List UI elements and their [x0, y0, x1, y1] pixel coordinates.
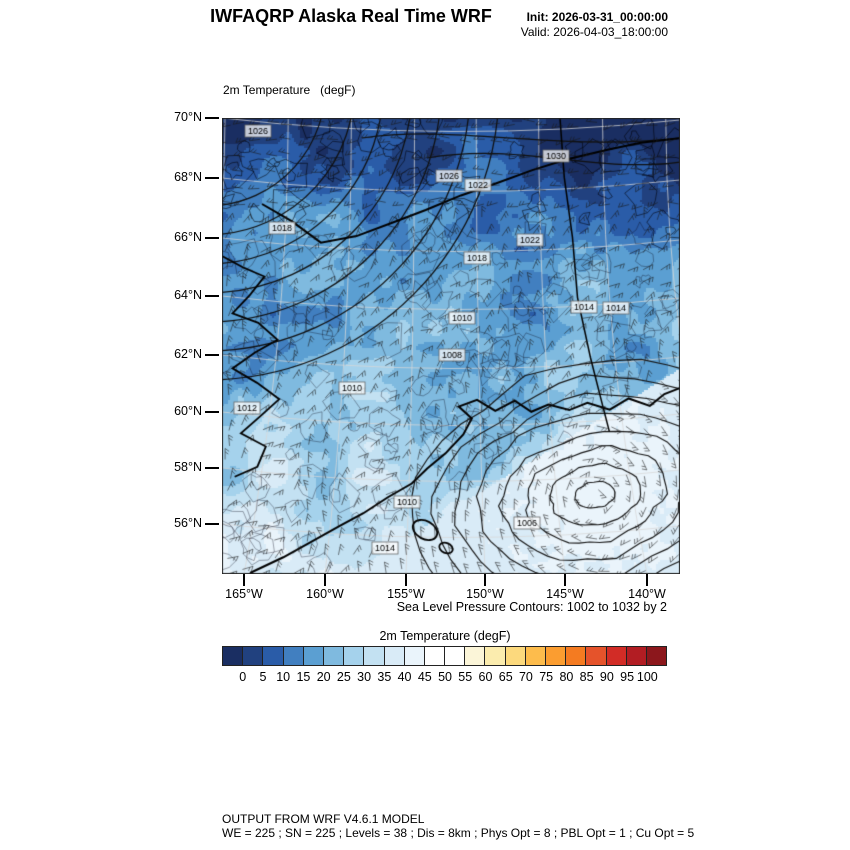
colorbar-tick-label: 70	[518, 670, 533, 684]
colorbar-cell	[405, 647, 425, 665]
x-axis-tick-label: 150°W	[466, 587, 504, 601]
y-axis-tick-label: 70°N	[174, 110, 202, 124]
colorbar-tick-label: 50	[438, 670, 452, 684]
colorbar-tick-label: 30	[357, 670, 372, 684]
colorbar-tick-label: 5	[259, 670, 267, 684]
y-axis-tick-label: 66°N	[174, 230, 202, 244]
colorbar	[222, 646, 667, 666]
footer-model-line: OUTPUT FROM WRF V4.6.1 MODEL	[222, 812, 425, 826]
colorbar-cell	[304, 647, 324, 665]
colorbar-cell	[364, 647, 384, 665]
y-axis-tick	[205, 411, 219, 413]
colorbar-tick-label: 45	[417, 670, 432, 684]
colorbar-tick-label: 10	[276, 670, 291, 684]
y-axis-tick	[205, 295, 219, 297]
y-axis-tick	[205, 117, 219, 119]
colorbar-cell	[506, 647, 526, 665]
colorbar-cell	[526, 647, 546, 665]
colorbar-tick-label: 15	[296, 670, 311, 684]
colorbar-cell	[566, 647, 586, 665]
colorbar-tick-label: 20	[316, 670, 331, 684]
x-axis-tick	[646, 574, 648, 586]
y-axis-tick-label: 68°N	[174, 170, 202, 184]
colorbar-tick-label: 95	[620, 670, 635, 684]
field-legend-temperature: 2m Temperature (degF)	[223, 83, 356, 97]
colorbar-cell	[223, 647, 243, 665]
colorbar-tick-label: 85	[579, 670, 594, 684]
weather-map	[222, 118, 680, 574]
y-axis-tick	[205, 523, 219, 525]
x-axis-tick	[564, 574, 566, 586]
colorbar-cell	[344, 647, 364, 665]
x-axis-tick-label: 160°W	[306, 587, 344, 601]
y-axis-tick	[205, 237, 219, 239]
colorbar-cell	[445, 647, 465, 665]
colorbar-tick-label: 25	[336, 670, 351, 684]
colorbar-tick-label: 35	[377, 670, 392, 684]
x-axis-tick-label: 155°W	[387, 587, 425, 601]
x-axis-tick	[243, 574, 245, 586]
y-axis-tick	[205, 467, 219, 469]
colorbar-cell	[263, 647, 283, 665]
colorbar-cell	[324, 647, 344, 665]
valid-time: Valid: 2026-04-03_18:00:00	[520, 25, 668, 39]
colorbar-tick-label: 0	[239, 670, 247, 684]
colorbar-cell	[586, 647, 606, 665]
footer-config-line: WE = 225 ; SN = 225 ; Levels = 38 ; Dis = 8km ; Phys Opt = 8 ; PBL Opt = 1 ; Cu Opt = 5	[222, 826, 695, 840]
init-time: Init: 2026-03-31_00:00:00	[526, 10, 668, 24]
x-axis-tick	[324, 574, 326, 586]
colorbar-tick-label: 80	[559, 670, 574, 684]
x-axis-tick-label: 145°W	[546, 587, 584, 601]
y-axis-tick-label: 60°N	[174, 404, 202, 418]
y-axis-tick-label: 56°N	[174, 516, 202, 530]
colorbar-tick-label: 55	[458, 670, 473, 684]
x-axis-tick-label: 140°W	[628, 587, 666, 601]
colorbar-cell	[243, 647, 263, 665]
colorbar-cell	[485, 647, 505, 665]
x-axis-tick	[405, 574, 407, 586]
y-axis-tick-label: 58°N	[174, 460, 202, 474]
x-axis-tick	[484, 574, 486, 586]
colorbar-cell	[385, 647, 405, 665]
colorbar-cell	[465, 647, 485, 665]
plot-title: IWFAQRP Alaska Real Time WRF	[210, 6, 492, 26]
colorbar-tick-label: 60	[478, 670, 493, 684]
x-axis-tick-label: 165°W	[225, 587, 263, 601]
y-axis-tick-label: 62°N	[174, 347, 202, 361]
colorbar-tick-label: 75	[539, 670, 554, 684]
colorbar-tick-label: 100	[636, 670, 658, 684]
colorbar-cell	[607, 647, 627, 665]
contour-note: Sea Level Pressure Contours: 1002 to 1032 by 2	[396, 600, 667, 614]
colorbar-tick-label: 90	[599, 670, 614, 684]
y-axis-tick-label: 64°N	[174, 288, 202, 302]
colorbar-cell	[284, 647, 304, 665]
y-axis-tick	[205, 354, 219, 356]
colorbar-tick-label: 40	[397, 670, 412, 684]
colorbar-tick-label: 65	[498, 670, 513, 684]
colorbar-title: 2m Temperature (degF)	[379, 629, 511, 643]
colorbar-cell	[425, 647, 445, 665]
colorbar-cell	[546, 647, 566, 665]
y-axis-tick	[205, 177, 219, 179]
colorbar-cell	[647, 647, 666, 665]
colorbar-cell	[627, 647, 647, 665]
